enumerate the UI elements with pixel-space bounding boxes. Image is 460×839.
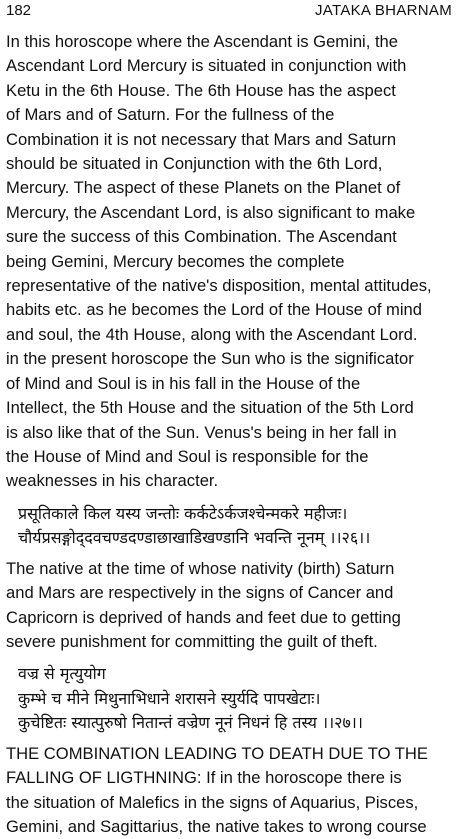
text-line: Mercury, the Ascendant Lord, is also significant to make (6, 202, 416, 222)
text-line: Intellect, the 5th House and the situation of the 5th Lord (6, 398, 414, 418)
text-line: and Mars are respectively in the signs of Cancer and (6, 583, 394, 603)
text-line: should be situated in Conjunction with the 6th Lord, (6, 154, 383, 174)
text-line: being Gemini, Mercury becomes the complete (6, 251, 345, 271)
text-line: Ascendant Lord Mercury is situated in conjunction with (6, 56, 407, 76)
page-header (6, 0, 452, 26)
text-line: the House of Mind and Soul is responsible for the (6, 446, 369, 466)
text-line: is also like that of the Sun. Venus's being in her fall in (6, 422, 397, 442)
text-line: In this horoscope where the Ascendant is Gemini, the (6, 32, 399, 51)
text-line: of Mars and of Saturn. For the fullness of the (6, 105, 335, 125)
text-line: in the present horoscope the Sun who is the significator (6, 349, 414, 369)
sanskrit-verse-27 (18, 662, 452, 736)
text-line: sure the success of this Combination. The Ascendant (6, 227, 397, 247)
paragraph-horoscope-analysis (6, 30, 452, 494)
text-line: The native at the time of whose nativity (birth) Saturn (6, 558, 395, 578)
text-line: Capricorn is deprived of hands and feet due to getting (6, 607, 401, 627)
verse-heading: वज्र से मृत्युयोग (18, 664, 106, 684)
text-line: the situation of Malefics in the signs of Aquarius, Pisces, (6, 792, 419, 812)
verse-line: कुम्भे च मीने मिथुनाभिधाने शरासने स्युर्यदि पापखेटाः। (18, 688, 321, 708)
text-line: weaknesses in his character. (6, 471, 219, 491)
text-line: and soul, the 4th House, along with the Ascendant Lord. (6, 324, 418, 344)
text-line: of Mind and Soul is in his fall in the House of the (6, 373, 361, 393)
text-line: representative of the native's disposition, mental attitudes, (6, 276, 432, 296)
text-line: habits etc. as he becomes the Lord of the House of mind (6, 300, 423, 320)
verse-line: चौर्यप्रसङ्गोद्‌दवचण्डदण्डाछाखाडिखण्डानि भवन्ति नूनम् ।।२६।। (18, 528, 371, 548)
text-line: Mercury. The aspect of these Planets on the Planet of (6, 178, 401, 198)
text-line: severe punishment for committing the guilt of theft. (6, 631, 378, 651)
text-line: Gemini, and Sagittarius, the native takes to wrong course (6, 817, 427, 837)
paragraph-theft-combination (6, 557, 452, 655)
text-line: Ketu in the 6th House. The 6th House has the aspect (6, 80, 396, 100)
text-line: FALLING OF LIGTHNING: If in the horoscope there is (6, 768, 402, 788)
verse-line: कुचेष्टितः स्यात्पुरुषो नितान्तं वज्रेण नूनं निधनं हि तस्य ।।२७।। (18, 713, 363, 733)
text-line: THE COMBINATION LEADING TO DEATH DUE TO THE (6, 743, 428, 763)
paragraph-lightning-combination (6, 742, 452, 839)
sanskrit-verse-26 (18, 502, 452, 551)
page-number: 182 (6, 2, 32, 19)
running-title: JATAKA BHARNAM (314, 2, 452, 19)
text-line: Combination it is not necessary that Mars and Saturn (6, 129, 397, 149)
verse-line: प्रसूतिकाले किल यस्य जन्तोः कर्कटेऽर्कजश्चेन्मकरे महीजः। (18, 503, 348, 523)
